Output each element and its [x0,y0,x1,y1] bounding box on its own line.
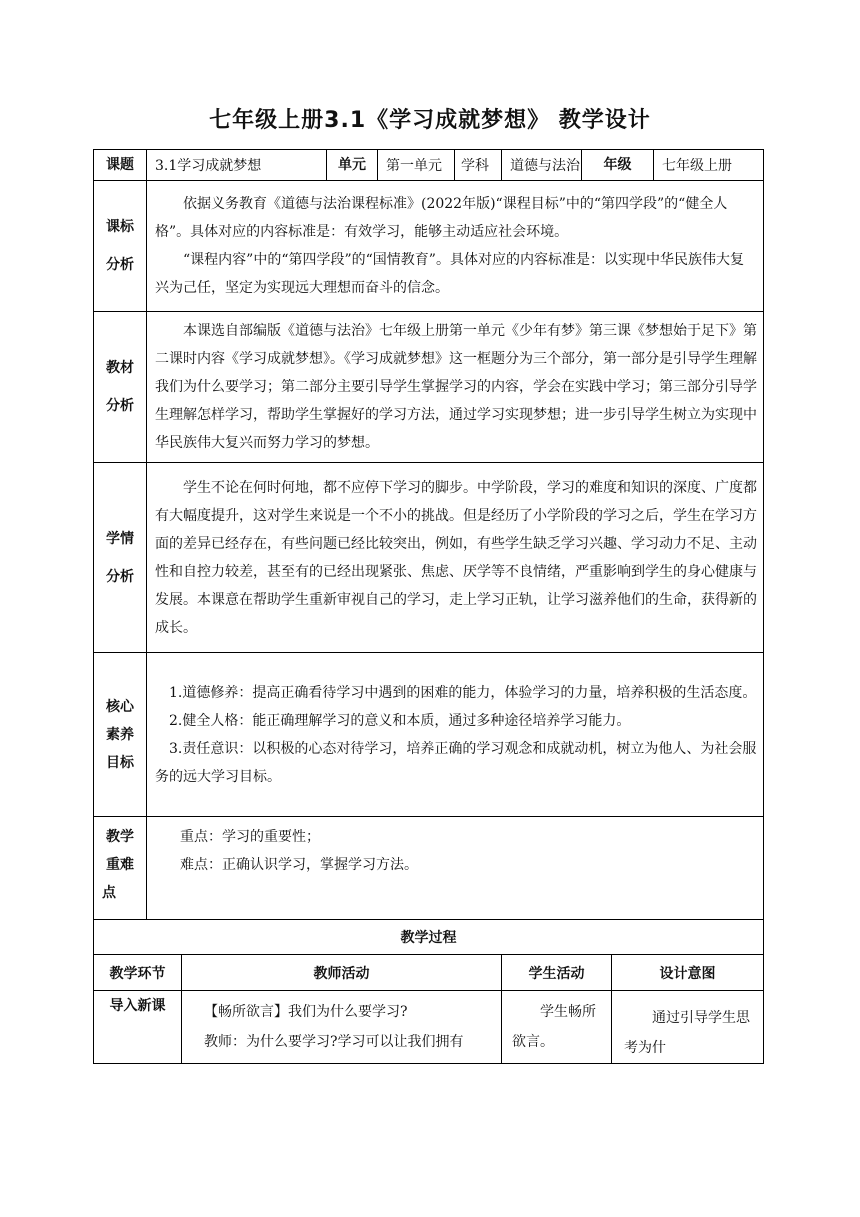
section-label [94,653,147,817]
subject-label: 学科 [455,150,502,181]
paragraph: 依据义务教育《道德与法治课程标准》(2022年版)“课程目标”中的“第四学段”的“健全人格”。具体对应的内容标准是：有效学习，能够主动适应社会环境。 [155,196,728,240]
section-label-line: 素养 [106,726,134,743]
section-label-line: 分析 [106,568,134,585]
header-row [94,150,764,181]
page-title: 七年级上册3.1《学习成就梦想》 教学设计 [209,108,651,133]
topic-label: 课题 [94,150,147,181]
paragraph: 1.道德修养：提高正确看待学习中遇到的困难的能力，体验学习的力量，培养积极的生活态度。 [169,684,757,701]
process-row [94,991,764,1064]
section-content [147,817,764,920]
section-label-line: 教材 [106,360,134,376]
section-label [94,312,147,463]
section-label-line: 点 [102,885,116,901]
section-content [147,653,764,817]
section-row [94,181,764,312]
stage-cell: 导入新课 [94,991,182,1064]
section-label-line: 分析 [106,398,134,414]
grade-label: 年级 [582,150,654,181]
lesson-plan-table [93,149,764,1064]
section-content [147,463,764,653]
section-row [94,312,764,463]
subject-value: 道德与法治 [502,150,582,181]
section-label-line: 学情 [106,530,134,547]
paragraph: 学生不论在何时何地，都不应停下学习的脚步。中学阶段，学习的难度和知识的深度、广度都有大幅度提升，这对学生来说是一个不小的挑战。但是经历了小学阶段的学习之后，学生在学习方面的差异已经存在，有些问题已经比较突出，例如，有些学生缺乏学习兴趣、学习动力不足、主动性和自控力较差，甚至有的已经出现紧张、焦虑、厌学等不良情绪，严重影响到学生的身心健康与发展。本课意在帮助学生重新审视自己的学习，走上学习正轨，让学习滋养他们的生命，获得新的成长。 [155,479,757,636]
section-label-line: 教学 [106,829,134,845]
paragraph: 2.健全人格：能正确理解学习的意义和本质，通过多种途径培养学习能力。 [169,712,631,729]
section-label-line: 课标 [106,219,134,235]
unit-value: 第一单元 [378,150,455,181]
section-label [94,181,147,312]
paragraph: 重点：学习的重要性； [180,829,320,845]
grade-value: 七年级上册 [654,150,764,181]
process-title: 教学过程 [94,920,764,955]
section-row [94,817,764,920]
section-label-line: 目标 [106,754,134,771]
section-label-line: 核心 [106,698,134,715]
teacher-line: 教师：为什么要学习?学习可以让我们拥有 [204,1034,464,1050]
process-title-row [94,920,764,955]
column-header: 设计意图 [612,955,764,991]
topic-value: 3.1学习成就梦想 [147,150,327,181]
section-content [147,181,764,312]
section-row [94,653,764,817]
section-label-line: 分析 [106,257,134,273]
section-label [94,817,147,920]
teacher-activity-cell [182,991,502,1064]
column-header: 教师活动 [182,955,502,991]
paragraph: “课程内容”中的“第四学段”的“国情教育”。具体对应的内容标准是：以实现中华民族伟大复兴为己任，坚定为实现远大理想而奋斗的信念。 [155,252,744,296]
process-header-row [94,955,764,991]
column-header: 教学环节 [94,955,182,991]
column-header: 学生活动 [502,955,612,991]
paragraph: 3.责任意识：以积极的心态对待学习，培养正确的学习观念和成就动机，树立为他人、为社会服务的远大学习目标。 [155,740,757,785]
section-content [147,312,764,463]
paragraph: 本课选自部编版《道德与法治》七年级上册第一单元《少年有梦》第三课《梦想始于足下》第二课时内容《学习成就梦想》。《学习成就梦想》这一框题分为三个部分，第一部分是引导学生理解我们为什么要学习；第二部分主要引导学生掌握学习的内容，学会在实践中学习；第三部分引导学生理解怎样学习，帮助学生掌握好的学习方法，通过学习实现梦想；进一步引导学生树立为实现中华民族伟大复兴而努力学习的梦想。 [155,323,757,451]
unit-label: 单元 [327,150,378,181]
intent-cell: 通过引导学生思考为什 [612,991,764,1064]
section-row [94,463,764,653]
paragraph: 难点：正确认识学习，掌握学习方法。 [180,857,418,873]
student-activity-cell: 学生畅所欲言。 [502,991,612,1064]
section-label-line: 重难 [106,857,134,873]
teacher-line: 【畅所欲言】我们为什么要学习? [204,1004,408,1020]
section-label [94,463,147,653]
